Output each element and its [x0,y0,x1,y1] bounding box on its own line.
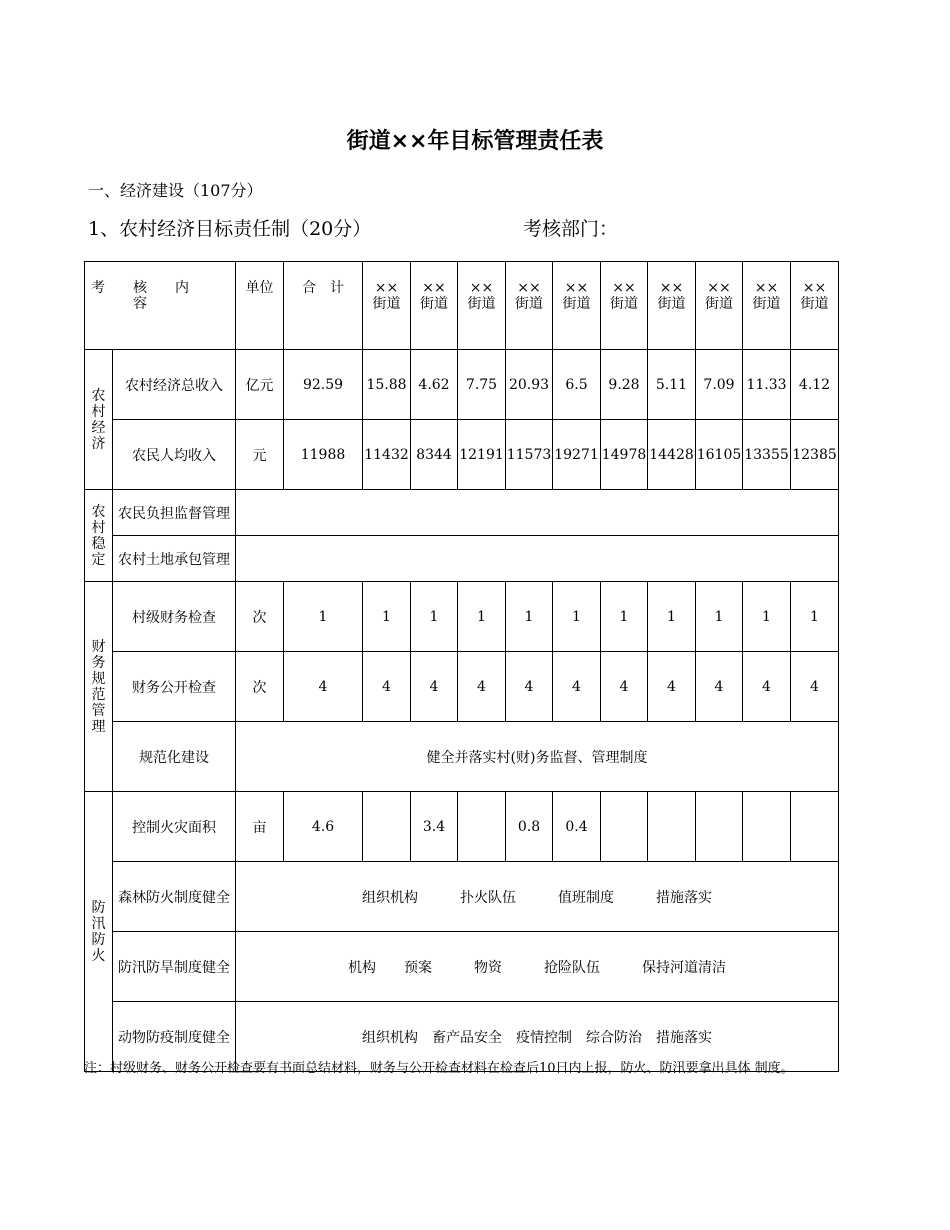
street-value: 1 [411,582,458,652]
row-total: 11988 [284,420,363,490]
street-value: 4 [553,652,601,722]
street-value: 14428 [648,420,696,490]
street-value: 4 [506,652,553,722]
street-value: 11432 [363,420,411,490]
street-value [791,792,839,862]
header-street: ×× 街道 [743,262,791,350]
group-rural-stability: 农村稳定 [85,490,113,582]
row-label: 规范化建设 [113,722,236,792]
street-value: 19271 [553,420,601,490]
street-value [601,792,648,862]
street-value: 16105 [696,420,743,490]
table-row [85,722,839,792]
table-row [85,582,839,652]
street-value: 1 [648,582,696,652]
header-unit: 单位 [236,262,284,350]
street-value: 4 [363,652,411,722]
table-row [85,490,839,536]
row-unit: 亩 [236,792,284,862]
street-value: 12385 [791,420,839,490]
street-value: 4 [791,652,839,722]
street-value: 1 [601,582,648,652]
row-label: 农村土地承包管理 [113,536,236,582]
street-value: 1 [553,582,601,652]
street-value: 4.62 [411,350,458,420]
header-street: ×× 街道 [791,262,839,350]
street-value [648,792,696,862]
row-content: 机构 预案 物资 抢险队伍 保持河道清洁 [236,932,839,1002]
street-value: 1 [743,582,791,652]
group-rural-economy: 农村经济 [85,350,113,490]
header-row [85,262,839,350]
header-content: 考 核 内 容 [85,262,236,350]
header-street: ×× 街道 [411,262,458,350]
street-value: 6.5 [553,350,601,420]
street-value: 5.11 [648,350,696,420]
target-table [84,261,839,1072]
street-value: 3.4 [411,792,458,862]
street-value [696,792,743,862]
header-street: ×× 街道 [506,262,553,350]
street-value: 20.93 [506,350,553,420]
street-value: 1 [506,582,553,652]
street-value: 0.8 [506,792,553,862]
dept-label: 考核部门： [523,218,619,240]
row-label: 财务公开检查 [113,652,236,722]
table-row [85,350,839,420]
street-value: 1 [458,582,506,652]
table-row [85,932,839,1002]
street-value: 12191 [458,420,506,490]
header-street: ×× 街道 [601,262,648,350]
section-heading: 一、经济建设（107分） [88,181,263,200]
table-row [85,862,839,932]
header-street: ×× 街道 [363,262,411,350]
row-label: 森林防火制度健全 [113,862,236,932]
row-label: 农村经济总收入 [113,350,236,420]
table-row [85,792,839,862]
row-total: 4.6 [284,792,363,862]
street-value: 4 [743,652,791,722]
header-street: ×× 街道 [696,262,743,350]
header-street: ×× 街道 [648,262,696,350]
row-total: 4 [284,652,363,722]
row-label: 控制火灾面积 [113,792,236,862]
row-label: 动物防疫制度健全 [113,1002,236,1072]
street-value [363,792,411,862]
row-total: 1 [284,582,363,652]
row-label: 农民负担监督管理 [113,490,236,536]
table-row [85,652,839,722]
row-label: 村级财务检查 [113,582,236,652]
row-content [236,536,839,582]
street-value: 4 [458,652,506,722]
table-row [85,420,839,490]
row-unit: 亿元 [236,350,284,420]
street-value: 1 [363,582,411,652]
row-unit: 元 [236,420,284,490]
group-flood-fire: 防汛防火 [85,792,113,1072]
street-value: 7.09 [696,350,743,420]
street-value: 9.28 [601,350,648,420]
street-value: 1 [791,582,839,652]
header-total: 合 计 [284,262,363,350]
footnote: 注：村级财务、财务公开检查要有书面总结材料，财务与公开检查材料在检查后10日内上报，防火、防汛要拿出具体 制度。 [84,1061,794,1076]
subsection-heading: 1、农村经济目标责任制（20分） [88,218,372,240]
street-value: 15.88 [363,350,411,420]
row-total: 92.59 [284,350,363,420]
street-value: 4 [601,652,648,722]
row-unit: 次 [236,582,284,652]
street-value: 11.33 [743,350,791,420]
row-content: 组织机构 畜产品安全 疫情控制 综合防治 措施落实 [236,1002,839,1072]
street-value: 1 [696,582,743,652]
row-label: 农民人均收入 [113,420,236,490]
table-row [85,536,839,582]
street-value: 7.75 [458,350,506,420]
street-value: 4 [411,652,458,722]
street-value: 14978 [601,420,648,490]
street-value: 11573 [506,420,553,490]
street-value [458,792,506,862]
street-value: 4.12 [791,350,839,420]
row-unit: 次 [236,652,284,722]
row-content: 健全并落实村(财)务监督、管理制度 [236,722,839,792]
street-value: 0.4 [553,792,601,862]
street-value [743,792,791,862]
header-street: ×× 街道 [553,262,601,350]
page-title: 街道××年目标管理责任表 [346,129,604,154]
street-value: 8344 [411,420,458,490]
header-street: ×× 街道 [458,262,506,350]
row-label: 防汛防旱制度健全 [113,932,236,1002]
row-content: 组织机构 扑火队伍 值班制度 措施落实 [236,862,839,932]
street-value: 4 [696,652,743,722]
row-content [236,490,839,536]
group-finance: 财务规范管理 [85,582,113,792]
street-value: 13355 [743,420,791,490]
street-value: 4 [648,652,696,722]
